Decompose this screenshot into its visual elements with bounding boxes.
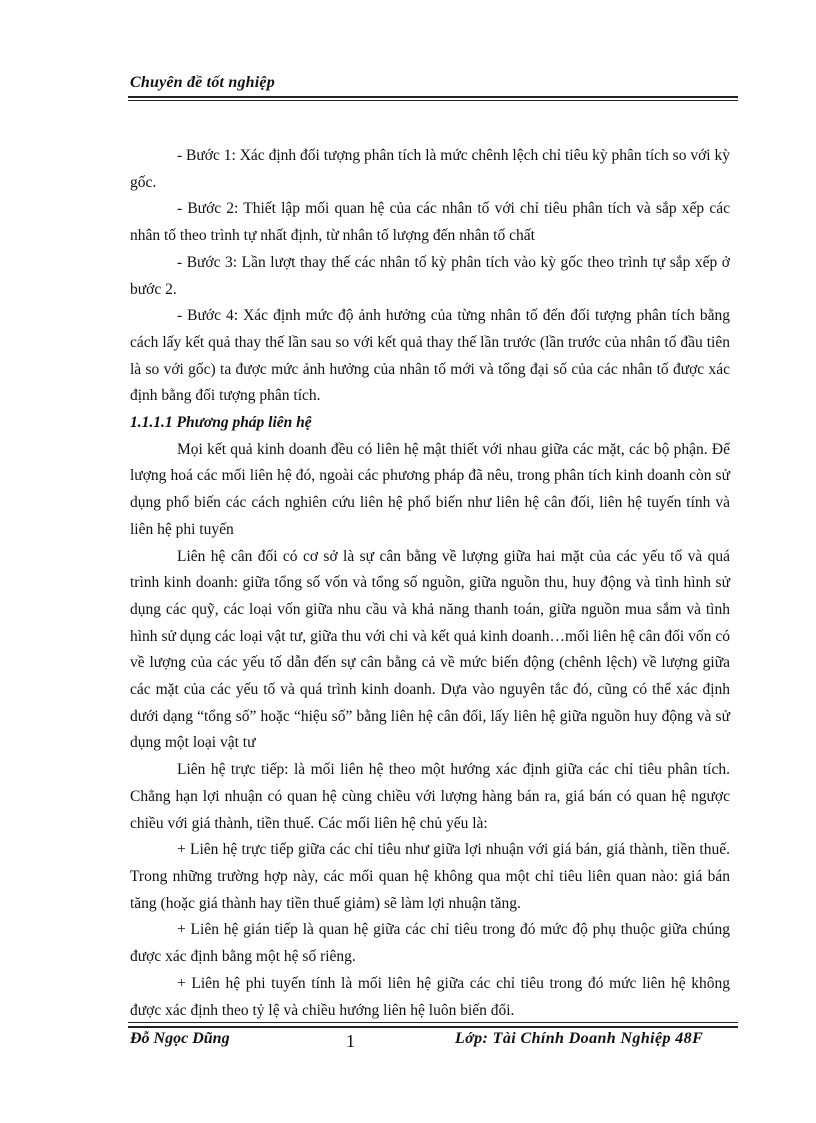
paragraph-nonlinear-item: + Liên hệ phi tuyến tính là mối liên hệ giữa các chỉ tiêu trong đó mức liên hệ không được xác định theo tỷ lệ và chiều hướng liên hệ luôn biến đổi.	[130, 974, 730, 1019]
footer-rule-thin	[128, 1022, 738, 1023]
paragraph-step-4: - Bước 4: Xác định mức độ ảnh hưởng của từng nhân tố đến đối tượng phân tích bằng cách lấy kết quả thay thế lần sau so với kết quả thay thế lần trước (lần trước của nhân tố đầu tiên là so với gốc) ta được mức ảnh hưởng của nhân tố mới và tổng đại số của các nhân tố được xác định bằng đối tượng phân tích.	[130, 307, 730, 405]
document-body	[130, 143, 730, 1024]
paragraph-overview: Mọi kết quả kinh doanh đều có liên hệ mật thiết với nhau giữa các mặt, các bộ phận. Để lượng hoá các mối liên hệ đó, ngoài các phương pháp đã nêu, trong phân tích kinh doanh còn sử dụng phổ biến các cách nghiên cứu liên hệ phổ biến như liên hệ cân đối, liên hệ tuyến tính và liên hệ phi tuyến	[130, 440, 730, 538]
page-number: 1	[346, 1031, 355, 1051]
paragraph-step-1: - Bước 1: Xác định đối tượng phân tích là mức chênh lệch chỉ tiêu kỳ phân tích so với kỳ gốc.	[130, 147, 730, 191]
section-heading: 1.1.1.1 Phương pháp liên hệ	[130, 414, 312, 432]
paragraph-step-2: - Bước 2: Thiết lập mối quan hệ của các nhân tố với chỉ tiêu phân tích và sắp xếp các nhân tố theo trình tự nhất định, từ nhân tố lượng đến nhân tố chất	[130, 200, 730, 245]
paragraph-balance-relation: Liên hệ cân đối có cơ sở là sự cân bằng về lượng giữa hai mặt của các yếu tố và quá trình kinh doanh: giữa tổng số vốn và tổng số nguồn, giữa nguồn thu, huy động và tình hình sử dụng các quỹ, các loại vốn giữa nhu cầu và khả năng thanh toán, giữa nguồn mua sắm và tình hình sử dụng các loại vật tư, giữa thu với chi và kết quả kinh doanh…mối liên hệ cân đối vốn có về lượng của các yếu tố dẫn đến sự cân bằng cả về mức biến động (chênh lệch) về lượng giữa các mặt của các yếu tố và quá trình kinh doanh. Dựa vào nguyên tắc đó, cũng có thể xác định dưới dạng “tổng số” hoặc “hiệu số” bằng liên hệ cân đối, lấy liên hệ giữa nguồn huy động và sử dụng một loại vật tư	[130, 547, 730, 752]
header-rule-thin	[128, 100, 738, 101]
footer-class-label: Lớp: Tài Chính Doanh Nghiệp 48F	[455, 1030, 704, 1047]
header-title: Chuyên đề tốt nghiệp	[130, 74, 275, 91]
paragraph-direct-item: + Liên hệ trực tiếp giữa các chỉ tiêu như giữa lợi nhuận với giá bán, giá thành, tiền thuế. Trong những trường hợp này, các mối quan hệ không qua một chỉ tiêu liên quan nào: giá bán tăng (hoặc giá thành hay tiền thuế giảm) sẽ làm lợi nhuận tăng.	[130, 841, 730, 912]
header-rule-thick	[128, 96, 738, 98]
footer-author: Đỗ Ngọc Dũng	[130, 1030, 230, 1047]
paragraph-direct-relation: Liên hệ trực tiếp: là mối liên hệ theo một hướng xác định giữa các chỉ tiêu phân tích. Chẳng hạn lợi nhuận có quan hệ cùng chiều với lượng hàng bán ra, giá bán có quan hệ ngược chiều với giá thành, tiền thuế. Các mối liên hệ chủ yếu là:	[130, 761, 730, 832]
paragraph-indirect-item: + Liên hệ gián tiếp là quan hệ giữa các chỉ tiêu trong đó mức độ phụ thuộc giữa chúng được xác định bằng một hệ số riêng.	[130, 921, 730, 966]
footer-rule-thick	[128, 1026, 738, 1028]
paragraph-step-3: - Bước 3: Lần lượt thay thế các nhân tố kỳ phân tích vào kỳ gốc theo trình tự sắp xếp ở bước 2.	[130, 253, 730, 298]
